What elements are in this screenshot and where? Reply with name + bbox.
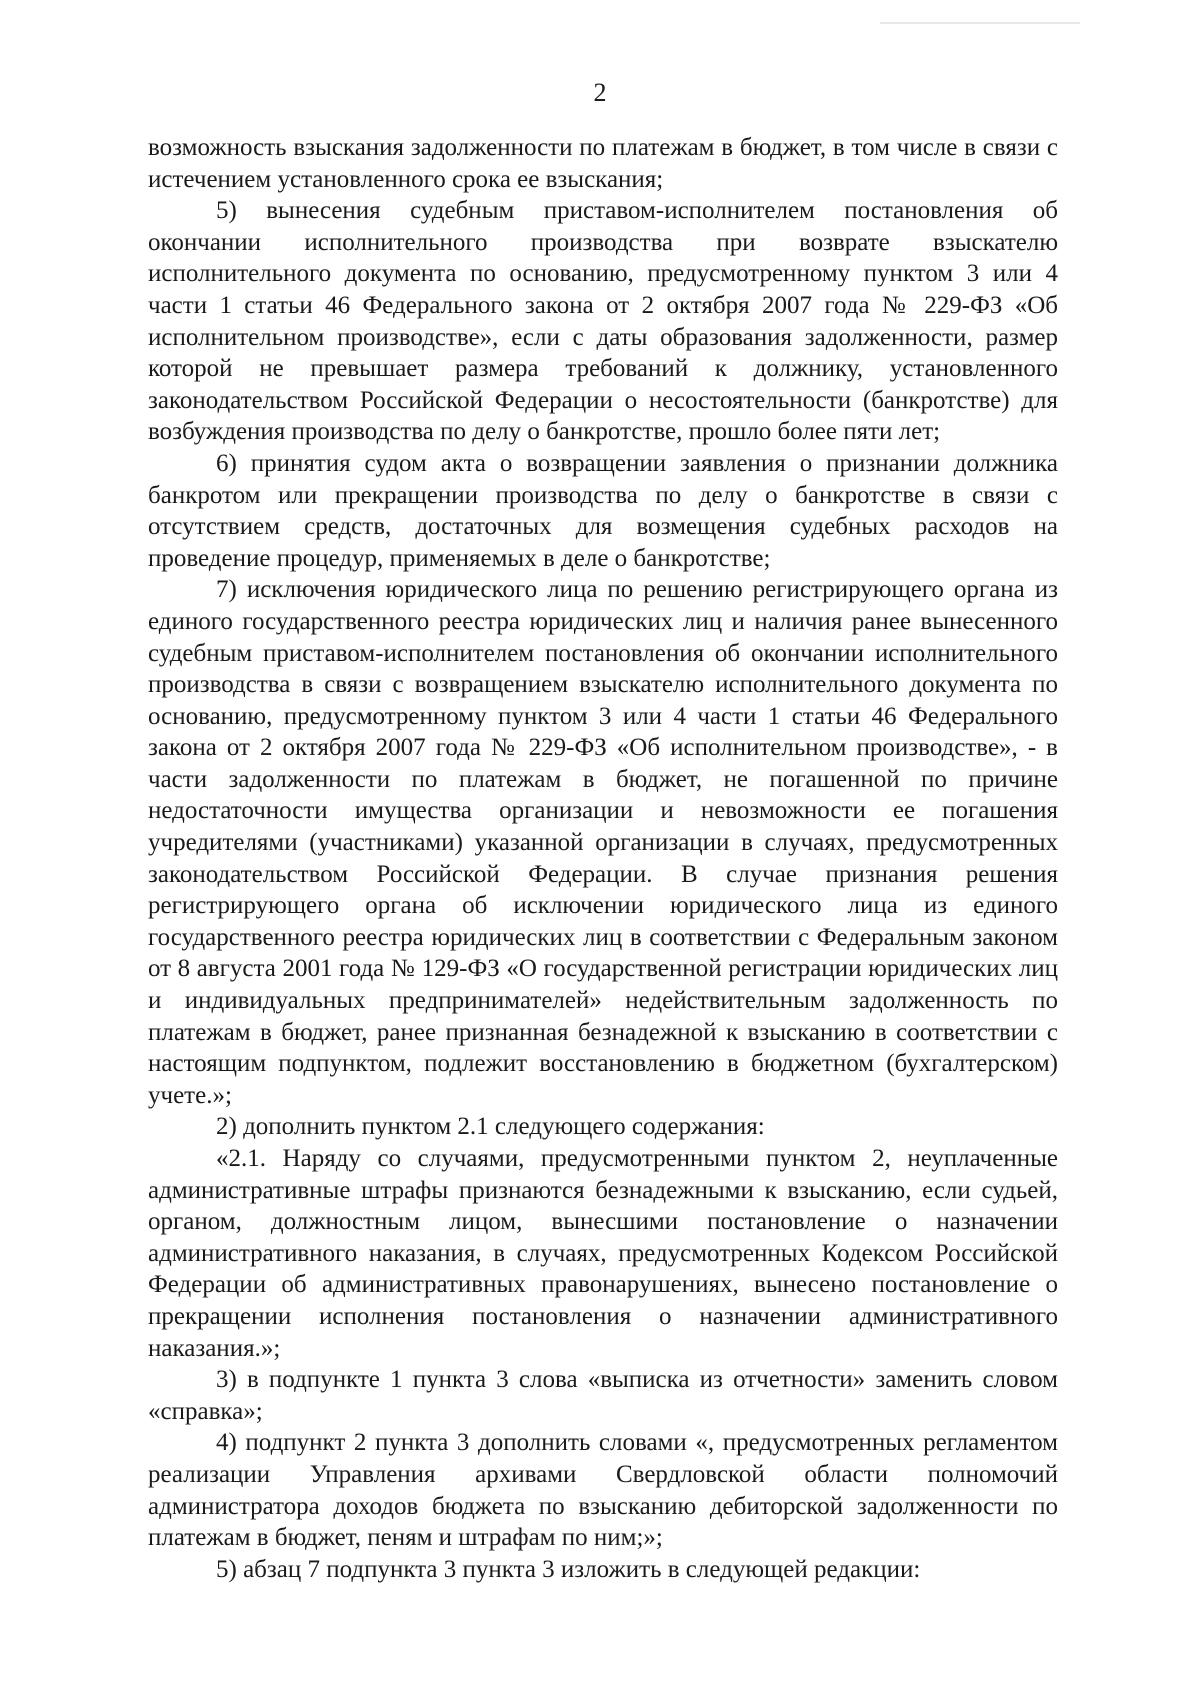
paragraph-continuation: возможность взыскания задолженности по платежам в бюджет, в том числе в связи с истечением установленного срока ее взыскания; (148, 134, 1058, 193)
paragraph-clause-2-1: «2.1. Наряду со случаями, предусмотренными пунктом 2, неуплаченные административные штрафы признаются безнадежными к взысканию, если судьей, органом, должностным лицом, вынесшими постановление о назначении административного наказания, в случаях, предусмотренных Кодексом Российской Федерации об административных правонарушениях, вынесено постановление о прекращении исполнения постановления о назначении административного наказания.»; (148, 1145, 1058, 1362)
paragraph-amendment-2: 2) дополнить пунктом 2.1 следующего содержания: (216, 1113, 765, 1141)
page-number: 2 (593, 78, 607, 107)
scan-artifact (880, 22, 1080, 24)
paragraph-amendment-3: 3) в подпункте 1 пункта 3 слова «выписка из отчетности» заменить словом «справка»; (148, 1366, 1058, 1425)
paragraph-item-6: 6) принятия судом акта о возвращении заявления о признании должника банкротом или прекращении производства по делу о банкротстве в связи с отсутствием средств, достаточных для возмещения судебных расходов на проведение процедур, применяемых в деле о банкротстве; (148, 449, 1058, 572)
paragraph-amendment-4: 4) подпункт 2 пункта 3 дополнить словами «, предусмотренных регламентом реализации Управления архивами Свердловской области полномочий администратора доходов бюджета по взысканию дебиторской задолженности по платежам в бюджет, пеням и штрафам по ним;»; (148, 1429, 1058, 1552)
paragraph-amendment-5: 5) абзац 7 подпункта 3 пункта 3 изложить в следующей редакции: (216, 1555, 921, 1583)
document-body (148, 132, 1058, 1585)
paragraph-item-7: 7) исключения юридического лица по решению регистрирующего органа из единого государственного реестра юридических лиц и наличия ранее вынесенного судебным приставом-исполнителем постановления об окончании исполнительного производства в связи с возвращением взыскателю исполнительного документа по основанию, предусмотренному пунктом 3 или 4 части 1 статьи 46 Федерального закона от 2 октября 2007 года № 229-ФЗ «Об исполнительном производстве», - в части задолженности по платежам в бюджет, не погашенной по причине недостаточности имущества организации и невозможности ее погашения учредителями (участниками) указанной организации в случаях, предусмотренных законодательством Российской Федерации. В случае признания решения регистрирующего органа об исключении юридического лица из единого государственного реестра юридических лиц в соответствии с Федеральным законом от 8 августа 2001 года № 129-ФЗ «О государственной регистрации юридических лиц и индивидуальных предпринимателей» недействительным задолженность по платежам в бюджет, ранее признанная безнадежной к взысканию в соответствии с настоящим подпунктом, подлежит восстановлению в бюджетном (бухгалтерском) учете.»; (148, 576, 1058, 1109)
paragraph-item-5: 5) вынесения судебным приставом-исполнителем постановления об окончании исполнительного производства при возврате взыскателю исполнительного документа по основанию, предусмотренному пунктом 3 или 4 части 1 статьи 46 Федерального закона от 2 октября 2007 года № 229-ФЗ «Об исполнительном производстве», если с даты образования задолженности, размер которой не превышает размера требований к должнику, установленного законодательством Российской Федерации о несостоятельности (банкротстве) для возбуждения производства по делу о банкротстве, прошло более пяти лет; (148, 197, 1058, 446)
